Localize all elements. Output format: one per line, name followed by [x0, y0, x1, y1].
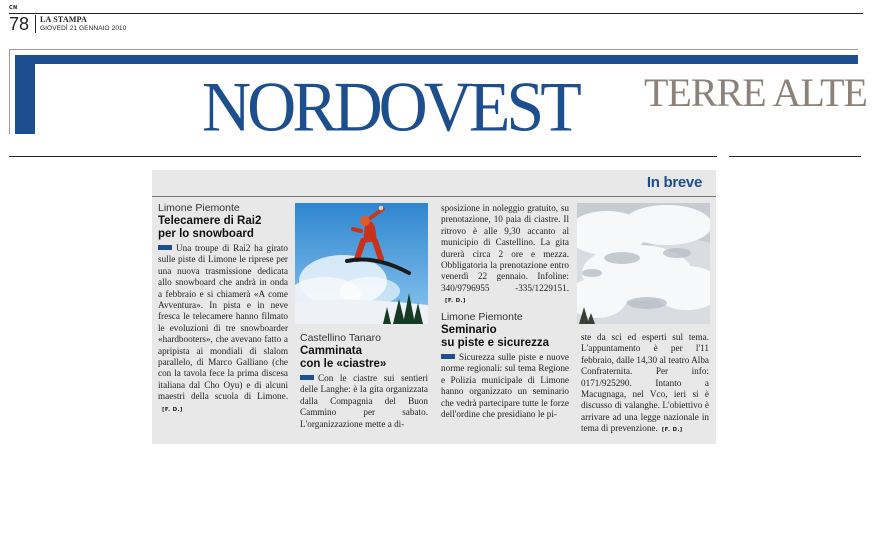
avalanche-photo: [577, 203, 710, 324]
article-signature: [F. D.]: [661, 427, 683, 434]
section-title: NORDOVEST: [202, 66, 578, 146]
paragraph-marker: [158, 245, 172, 250]
article-camminata-continued: [441, 203, 569, 306]
paragraph-marker: [441, 354, 455, 359]
article-seminario: [441, 311, 569, 420]
issue-date: GIOVEDÌ 21 GENNAIO 2010: [40, 25, 127, 32]
section-subtitle: TERRE ALTE: [644, 70, 867, 115]
article-headline: Telecamere di Rai2 per lo snowboard: [158, 215, 262, 240]
page-number: 78: [9, 14, 30, 34]
article-body-continued: sposizione in noleggio gratuito, su prenotazione, 10 paia di ciastre. Il ritrovo è alle 9,30 accanto al municipio di Castellino. La gita durerà circa 2 ore e mezza. Obbligatoria la prenotazione entro venerdì 22 gennaio. Infoline: 340/9796955 -335/1229151.[F. D.]: [441, 203, 569, 305]
in-breve-label: In breve: [646, 174, 702, 191]
article-kicker: Castellino Tanaro: [300, 332, 381, 344]
in-breve-box: [152, 170, 716, 444]
article-seminario-continued: [581, 332, 709, 435]
article-signature: [F. D.]: [162, 406, 183, 413]
article-headline: Seminario su piste e sicurezza: [441, 324, 550, 349]
article-camminata: [300, 332, 428, 430]
article-body: Una troupe di Rai2 ha girato sulle piste di Limone le riprese per una nuova trasmissione dedicata allo snowboard che andrà in onda a febbraio e si chiamerà «A come Avventura». In pista e in neve fresca le telecamere hanno filmato le evoluzioni di tre snowboarder «hardbooters», che avevano fatto a apripista ai mondiali di slalom parallelo, di Marco Galliano (che con la tavola fece la prima discesa italiana dal Cho Oyu) e di alcuni maestri della scuola di Limone.[F. D.]: [158, 243, 288, 413]
section-color-bar: [15, 55, 858, 64]
article-rai2: [158, 202, 288, 414]
paragraph-marker: [300, 375, 314, 380]
section-color-post: [15, 55, 35, 134]
article-headline: Camminata con le «ciastre»: [300, 345, 387, 370]
article-body: Sicurezza sulle piste e nuove norme regionali: sul tema Regione e Polizia municipale di Limone hanno organizzato un seminario che vedrà partecipare tutte le forze dell'ordine che presidiano le pi-: [441, 352, 569, 420]
in-breve-rule: [152, 196, 716, 197]
snowboarder-photo: [295, 203, 428, 324]
newspaper-name: LA STAMPA: [40, 15, 88, 24]
edition-code: CN: [9, 5, 18, 11]
article-kicker: Limone Piemonte: [441, 311, 523, 323]
header-rule: [9, 13, 863, 14]
masthead-rule-right: [729, 156, 861, 157]
article-signature: [F. D.]: [445, 298, 466, 305]
article-body-continued: ste da sci ed esperti sul tema. L'appuntamento è per l'11 febbraio, dalle 14,30 al teatro Alba Confraternita. Per info: 0171/925290. Intanto a Macugnaga, nel Vco, ieri si è discusso di valanghe. L'obiettivo è arrivare ad una legge nazionale in tema di prevenzione. [F. D.]: [581, 332, 709, 434]
header-separator: [35, 15, 36, 33]
masthead-rule-left: [9, 156, 717, 157]
article-body: Con le ciastre sui sentieri delle Langhe: è la gita organizzata dalla Compagnia del Buon Cammino per sabato. L'organizzazione mette a di-: [300, 373, 428, 429]
article-kicker: Limone Piemonte: [158, 202, 240, 214]
